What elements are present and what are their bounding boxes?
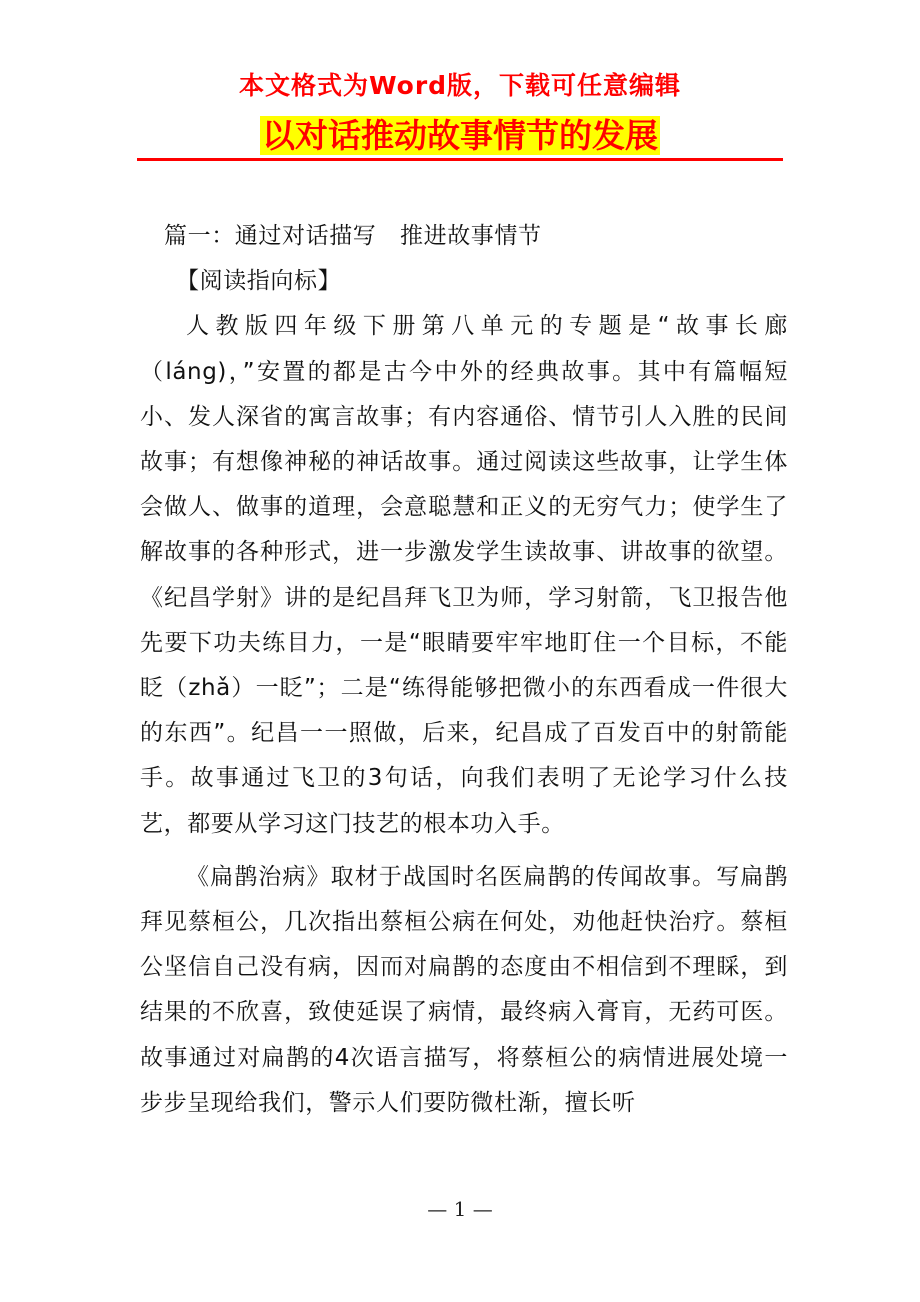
document-body	[140, 214, 788, 1126]
document-title	[0, 112, 920, 160]
document-title-text: 以对话推动故事情节的发展	[262, 116, 658, 155]
body-paragraph-1: 人教版四年级下册第八单元的专题是“故事长廊（láng)，”安置的都是古今中外的经典故事。其中有篇幅短小、发人深省的寓言故事；有内容通俗、情节引人入胜的民间故事；有想像神秘的神话故事。通过阅读这些故事，让学生体会做人、做事的道理，会意聪慧和正义的无穷气力；使学生了解故事的各种形式，进一步激发学生读故事、讲故事的欲望。《纪昌学射》讲的是纪昌拜飞卫为师，学习射箭，飞卫报告他先要下功夫练目力，一是“眼睛要牢牢地盯住一个目标，不能眨（zhǎ）一眨”；二是“练得能够把微小的东西看成一件很大的东西”。纪昌一一照做，后来，纪昌成了百发百中的射箭能手。故事通过飞卫的3句话，向我们表明了无论学习什么技艺，都要从学习这门技艺的根本功入手。	[140, 313, 788, 837]
section-heading: 篇一：通过对话描写 推进故事情节	[164, 223, 542, 249]
format-notice-banner: 本文格式为Word版，下载可任意编辑	[238, 71, 682, 100]
title-divider	[137, 158, 783, 161]
page-number: — 1 —	[427, 1197, 493, 1221]
body-paragraph-2: 《扁鹊治病》取材于战国时名医扁鹊的传闻故事。写扁鹊拜见蔡桓公，几次指出蔡桓公病在何处，劝他赶快治疗。蔡桓公坚信自己没有病，因而对扁鹊的态度由不相信到不理睬，到结果的不欣喜，致使延误了病情，最终病入膏肓，无药可医。故事通过对扁鹊的4次语言描写，将蔡桓公的病情进展处境一步步呈现给我们，警示人们要防微杜渐，擅长听	[140, 863, 788, 1116]
reading-guide-tag: 【阅读指向标】	[176, 268, 342, 295]
